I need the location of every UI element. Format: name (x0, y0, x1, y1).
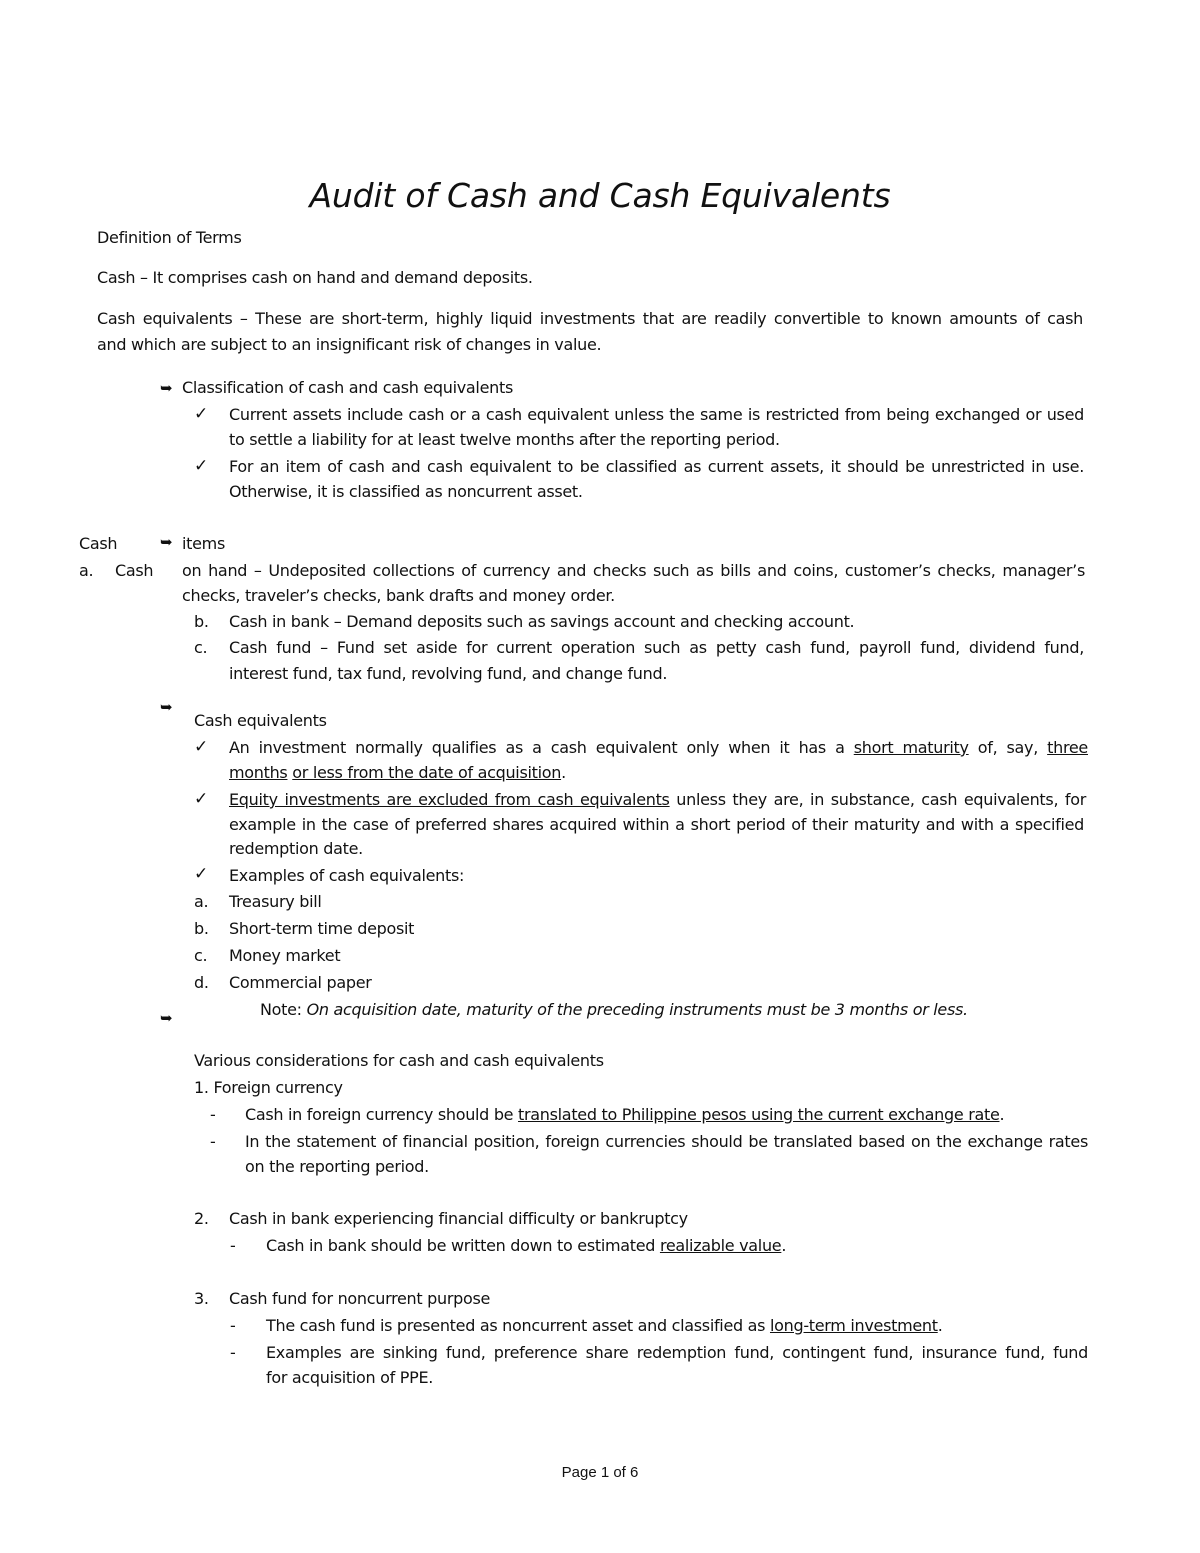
cash-items-heading-cash: Cash (79, 534, 118, 553)
cash-item-c-line1: Cash fund – Fund set aside for current operation such as petty cash fund, payroll fund, dividend fund, (229, 638, 1084, 657)
classification-heading: Classification of cash and cash equivalents (182, 378, 513, 397)
dash-bullet: - (230, 1343, 236, 1362)
cash-equivalents-item3: Examples of cash equivalents: (229, 866, 465, 885)
classification-item2-line2: Otherwise, it is classified as noncurrent asset. (229, 482, 583, 501)
item2-rest: unless they are, in substance, cash equivalents, for (676, 790, 1087, 809)
example-a-text: Treasury bill (229, 892, 322, 911)
cash-definition: Cash – It comprises cash on hand and demand deposits. (97, 268, 533, 287)
cash-equivalents-heading: Cash equivalents (194, 711, 327, 730)
consideration-3: Cash fund for noncurrent purpose (229, 1289, 491, 1308)
dash-bullet: - (230, 1316, 236, 1335)
note (260, 1000, 968, 1020)
classification-item1-line1: Current assets include cash or a cash equivalent unless the same is restricted from being exchanged or used (229, 405, 1084, 424)
cash-item-a-label: a. (79, 561, 94, 580)
consideration-3-bullet2-line1: Examples are sinking fund, preference share redemption fund, contingent fund, insurance fund, fund (266, 1343, 1088, 1362)
cash-equivalent-definition-line1: Cash equivalents – These are short-term, highly liquid investments that are readily convertible to known amounts of cash (97, 309, 1083, 328)
c1b1-end: . (999, 1105, 1005, 1124)
consideration-2: Cash in bank experiencing financial difficulty or bankruptcy (229, 1209, 688, 1228)
checkmark-icon: ✓ (194, 864, 209, 884)
classification-item1-line2: to settle a liability for at least twelve months after the reporting period. (229, 430, 780, 449)
consideration-1-bullet2-line2: on the reporting period. (245, 1157, 429, 1176)
example-c-label: c. (194, 946, 208, 965)
checkmark-icon: ✓ (194, 456, 209, 476)
example-a-label: a. (194, 892, 209, 911)
dash-bullet: - (210, 1132, 216, 1151)
cash-equivalents-item2-line1 (229, 790, 1086, 810)
consideration-1: 1. Foreign currency (194, 1078, 343, 1097)
c3b1-end: . (937, 1316, 943, 1335)
cash-equivalents-item1-line2 (229, 763, 566, 783)
example-d-text: Commercial paper (229, 973, 372, 992)
dash-bullet: - (210, 1105, 216, 1124)
item1-underline-short-maturity: short maturity (853, 738, 969, 757)
item1-period: . (561, 763, 566, 782)
cash-item-a-line1: on hand – Undeposited collections of currency and checks such as bills and coins, customer’s checks, manager’s (182, 561, 1085, 580)
arrow-bullet-icon: ➥ (160, 379, 173, 397)
definition-heading: Definition of Terms (97, 228, 242, 247)
c3b1-underline: long-term investment (769, 1316, 938, 1335)
c2b1-underline: realizable value (659, 1236, 782, 1255)
example-d-label: d. (194, 973, 209, 992)
c1b1-pre: Cash in foreign currency should be (245, 1105, 514, 1124)
c1b1-underline: translated to Philippine pesos using the current exchange rate (518, 1105, 1000, 1124)
example-b-label: b. (194, 919, 209, 938)
c2b1-pre: Cash in bank should be written down to estimated (266, 1236, 656, 1255)
arrow-bullet-icon: ➥ (160, 533, 173, 551)
consideration-3-num: 3. (194, 1289, 209, 1308)
checkmark-icon: ✓ (194, 789, 209, 809)
page-title: Audit of Cash and Cash Equivalents (309, 176, 891, 215)
item1-mid: of, say, (977, 738, 1039, 757)
cash-item-a-cash: Cash (115, 561, 154, 580)
arrow-bullet-icon: ➥ (160, 1009, 173, 1027)
note-label: Note: (260, 1000, 302, 1019)
dash-bullet: - (230, 1236, 236, 1255)
item2-underline-equity: Equity investments are excluded from cash equivalents (229, 790, 670, 809)
cash-item-c-line2: interest fund, tax fund, revolving fund, and change fund. (229, 664, 668, 683)
checkmark-icon: ✓ (194, 737, 209, 757)
consideration-1-bullet1 (245, 1105, 1004, 1125)
consideration-3-bullet2-line2: for acquisition of PPE. (266, 1368, 434, 1387)
consideration-2-bullet1 (266, 1236, 786, 1256)
cash-item-b-text: Cash in bank – Demand deposits such as savings account and checking account. (229, 612, 855, 631)
cash-items-heading-items: items (182, 534, 225, 553)
c3b1-pre: The cash fund is presented as noncurrent asset and classified as (266, 1316, 766, 1335)
classification-item2-line1: For an item of cash and cash equivalent to be classified as current assets, it should be unrestricted in use. (229, 457, 1084, 476)
example-b-text: Short-term time deposit (229, 919, 415, 938)
page-number: Page 1 of 6 (561, 1464, 639, 1481)
c2b1-end: . (781, 1236, 787, 1255)
cash-equivalents-item2-line2: example in the case of preferred shares acquired within a short period of their maturity and with a specified (229, 815, 1084, 834)
cash-item-c-label: c. (194, 638, 208, 657)
arrow-bullet-icon: ➥ (160, 698, 173, 716)
item1-text: An investment normally qualifies as a cash equivalent only when it has a (229, 738, 845, 757)
cash-item-a-line2: checks, traveler’s checks, bank drafts and money order. (182, 586, 615, 605)
consideration-1-bullet2-line1: In the statement of financial position, foreign currencies should be translated based on the exchange rates (245, 1132, 1088, 1151)
considerations-heading: Various considerations for cash and cash equivalents (194, 1051, 604, 1070)
note-text: On acquisition date, maturity of the preceding instruments must be 3 months or less. (306, 1000, 968, 1019)
cash-equivalents-item1-line1 (229, 738, 1088, 758)
item1-underline-acquisition: or less from the date of acquisition (292, 763, 562, 782)
example-c-text: Money market (229, 946, 341, 965)
consideration-3-bullet1 (266, 1316, 943, 1336)
consideration-2-num: 2. (194, 1209, 209, 1228)
cash-equivalent-definition-line2: and which are subject to an insignificant risk of changes in value. (97, 335, 602, 354)
checkmark-icon: ✓ (194, 404, 209, 424)
cash-equivalents-item2-line3: redemption date. (229, 839, 363, 858)
item1-underline-months: months (229, 763, 288, 782)
cash-item-b-label: b. (194, 612, 209, 631)
item1-underline-three: three (1047, 738, 1088, 757)
